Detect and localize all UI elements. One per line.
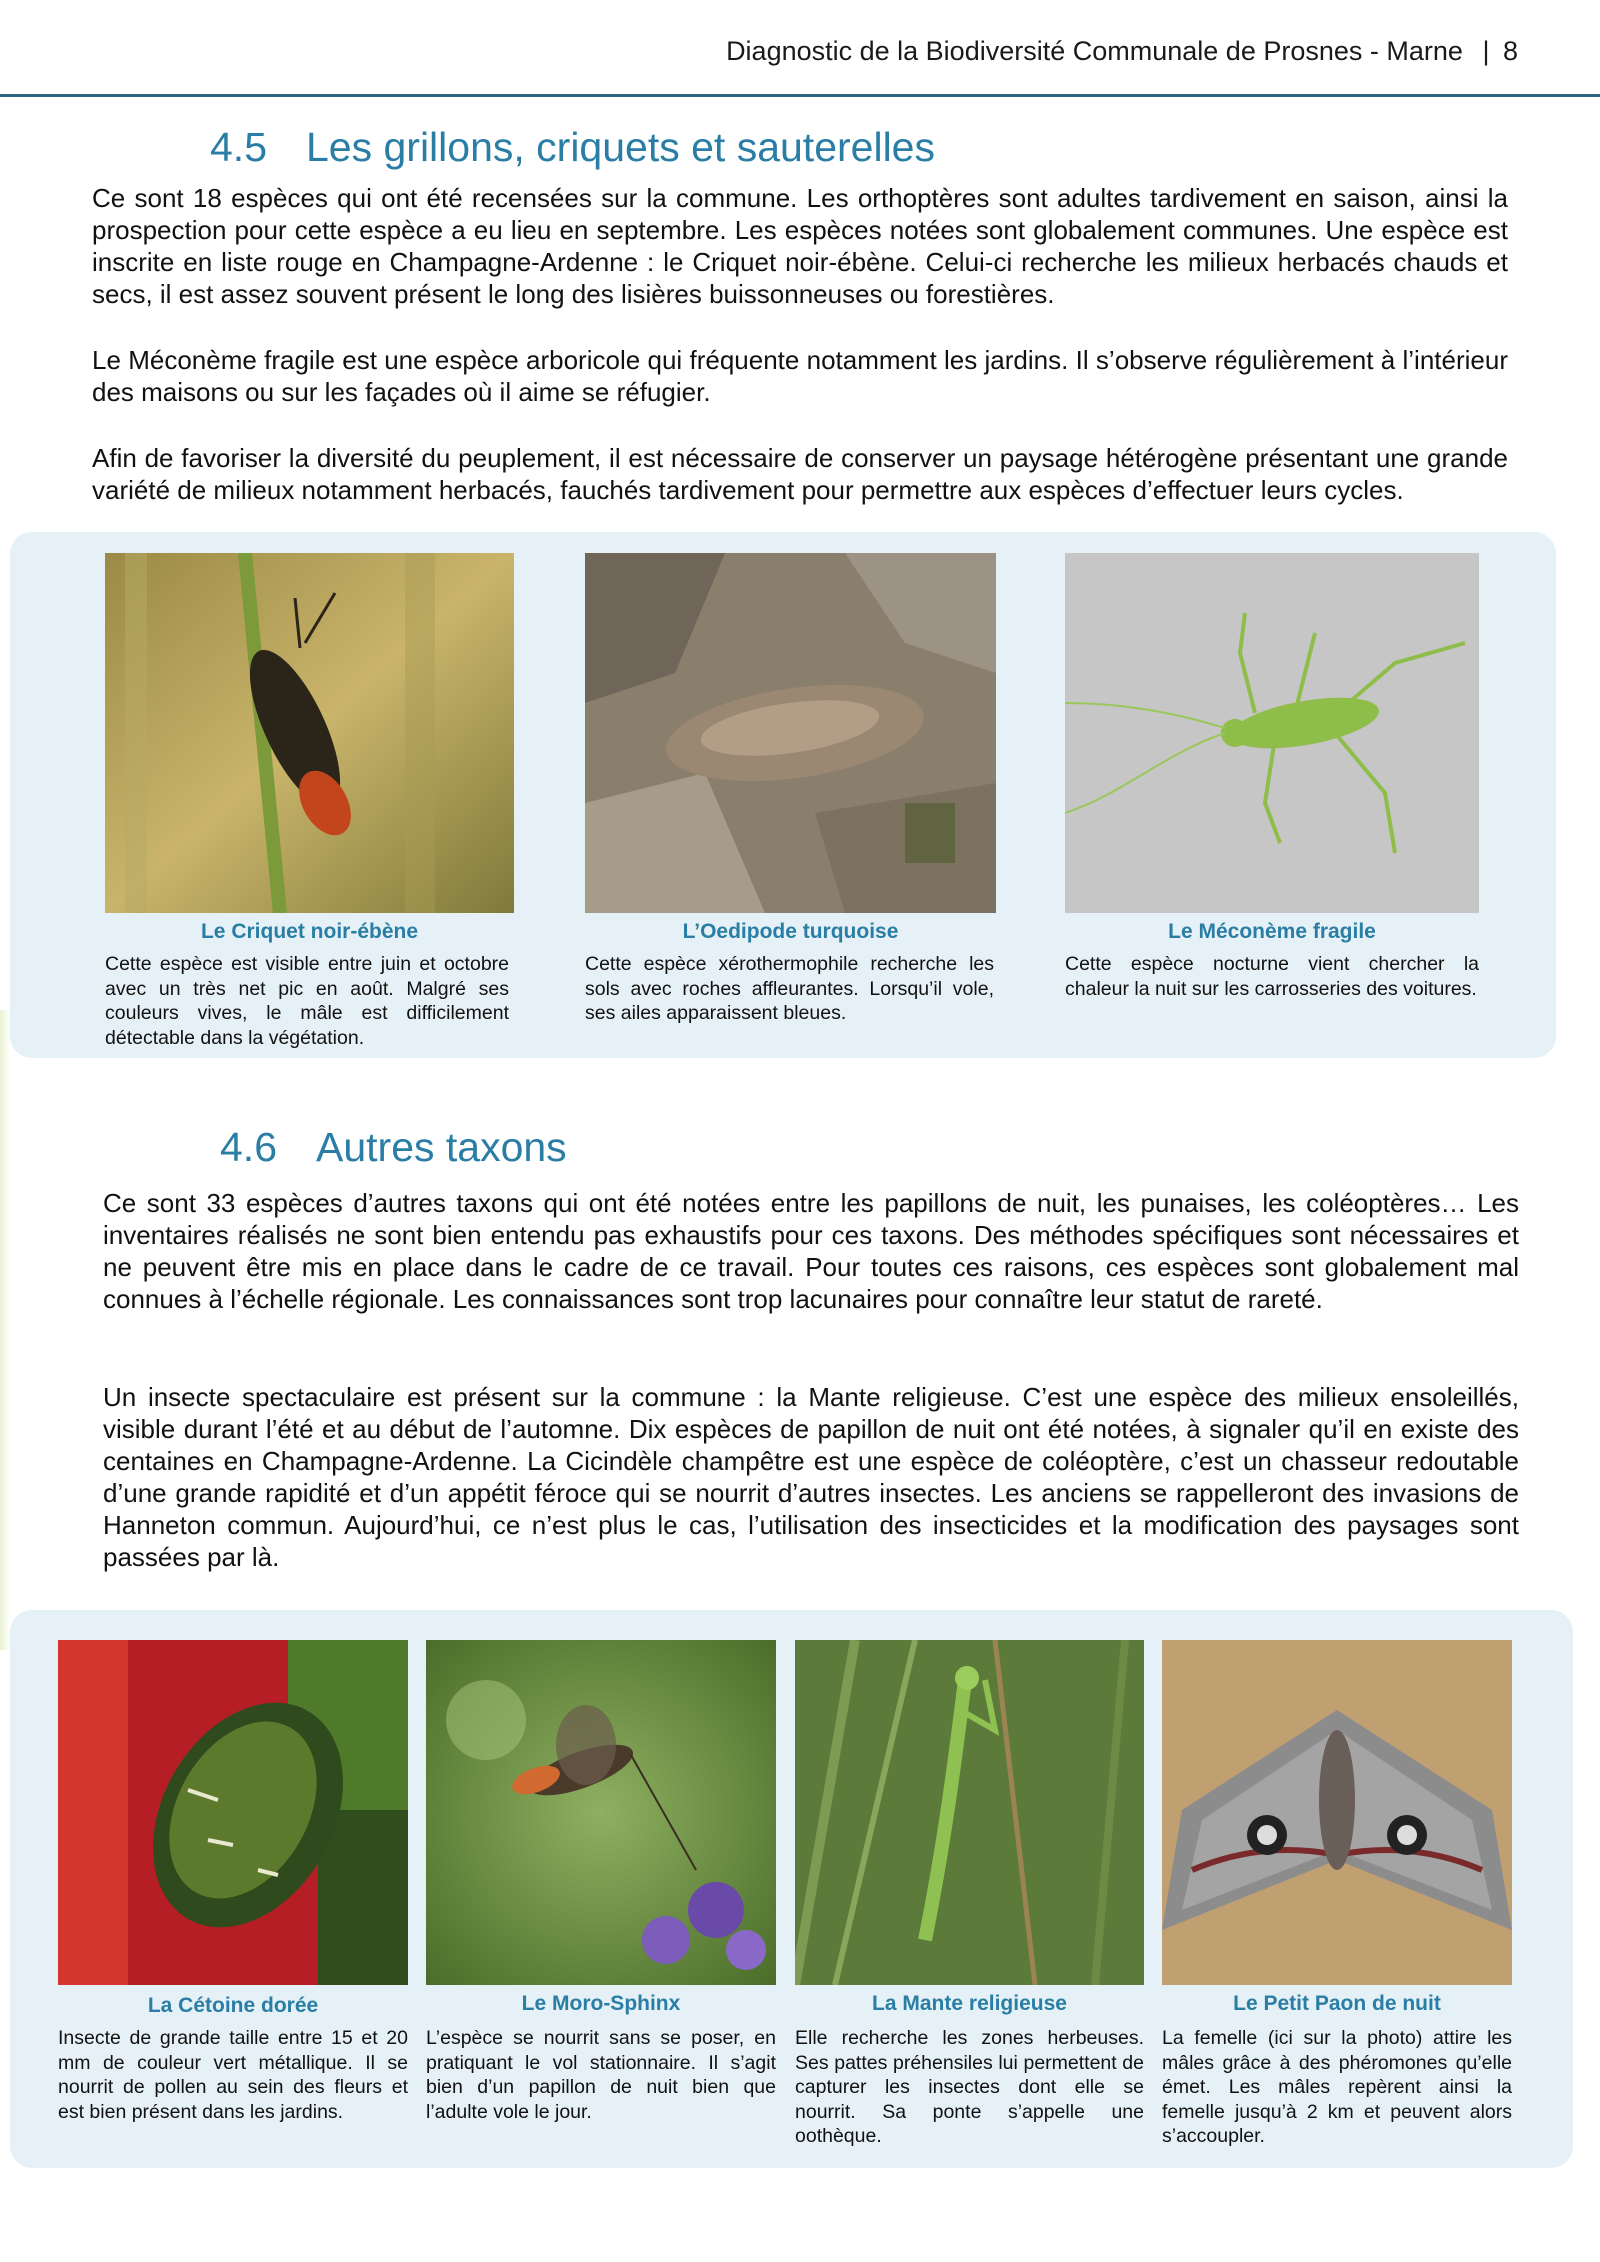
paragraph: Ce sont 18 espèces qui ont été recensées sur la commune. Les orthoptères sont adultes tardivement en saison, ainsi la prospection pour cette espèce a eu lieu en septembre. Les espèces notées sont globalement communes. Une espèce est inscrite en liste rouge en Champagne-Ardenne : le Criquet noir-ébène. Celui-ci recherche les milieux herbacés chauds et secs, il est assez souvent présent le long des lisières buissonneuses ou forestières. bbox=[92, 183, 1508, 309]
photo-petit-paon-de-nuit bbox=[1162, 1640, 1512, 1985]
section-heading-4-6 bbox=[220, 1124, 567, 1171]
mantis-photo-icon bbox=[795, 1640, 1144, 1985]
grasshopper-on-rocks-photo-icon bbox=[585, 553, 996, 913]
section-heading-4-5 bbox=[210, 124, 935, 171]
section-title: Les grillons, criquets et sauterelles bbox=[306, 124, 935, 170]
photo-criquet-noir-ebene bbox=[105, 553, 514, 913]
figure-title: Le Criquet noir-ébène bbox=[200, 920, 419, 943]
figure-caption: L’espèce se nourrit sans se poser, en pratiquant le vol stationnaire. Il s’agit bien d’un papillon de nuit bien que l’adulte vole le jour. bbox=[426, 2027, 776, 2123]
figure-title: La Cétoine dorée bbox=[147, 1994, 319, 2017]
figure-title: Le Petit Paon de nuit bbox=[1233, 1992, 1441, 2015]
running-header bbox=[0, 36, 1518, 67]
figure-caption: La femelle (ici sur la photo) attire les mâles grâce à des phéromones qu’elle émet. Les mâles repèrent ainsi la femelle jusqu’à 2 km et peuvent alors s’accoupler. bbox=[1162, 2027, 1512, 2147]
hawk-moth-photo-icon bbox=[426, 1640, 776, 1985]
figure-caption: Cette espèce est visible entre juin et octobre avec un très net pic en août. Malgré ses couleurs vives, le mâle est difficilement détectable dans la végétation. bbox=[105, 953, 509, 1049]
photo-mante-religieuse bbox=[795, 1640, 1144, 1985]
header-separator: | bbox=[1482, 36, 1490, 66]
figure-caption: Cette espèce nocturne vient chercher la chaleur la nuit sur les carrosseries des voitures. bbox=[1065, 953, 1479, 1000]
photo-meconeme-fragile bbox=[1065, 553, 1479, 913]
page-number: 8 bbox=[1502, 36, 1518, 66]
paragraph: Afin de favoriser la diversité du peuplement, il est nécessaire de conserver un paysage hétérogène présentant une grande variété de milieux notamment herbacés, fauchés tardivement pour permettre aux espèces d’effectuer leurs cycles. bbox=[92, 443, 1508, 505]
photo-cetoine-doree bbox=[58, 1640, 408, 1985]
figure-title: Le Moro-Sphinx bbox=[521, 1992, 681, 2015]
katydid-photo-icon bbox=[1065, 553, 1479, 913]
paragraph: Ce sont 33 espèces d’autres taxons qui ont été notées entre les papillons de nuit, les punaises, les coléoptères… Les inventaires réalisés ne sont bien entendu pas exhaustifs pour ces taxons. Des méthodes spécifiques sont nécessaires et ne peuvent être mis en place dans le cadre de ce travail. Pour toutes ces raisons, ces espèces sont globalement mal connues à l’échelle régionale. Les connaissances sont trop lacunaires pour connaître leur statut de rareté. bbox=[103, 1188, 1519, 1314]
section-number: 4.5 bbox=[210, 124, 267, 170]
paragraph: Un insecte spectaculaire est présent sur la commune : la Mante religieuse. C’est une espèce des milieux ensoleillés, visible durant l’été et au début de l’automne. Dix espèces de papillon de nuit ont été notées, à signaler qu’il en existe des centaines en Champagne-Ardenne. La Cicindèle champêtre est une espèce de coléoptère, c’est un chasseur redoutable d’une grande rapidité et d’un appétit féroce qui se nourrit d’autres insectes. Les anciens se rappelleront des invasions de Hanneton commun. Aujourd’hui, ce n’est plus le cas, l’utilisation des insecticides et la modification des paysages sont passées par là. bbox=[103, 1382, 1519, 1572]
figure-caption: Cette espèce xérothermophile recherche les sols avec roches affleurantes. Lorsqu’il vole, ses ailes apparaissent bleues. bbox=[585, 953, 994, 1024]
grasshopper-photo-icon bbox=[105, 553, 514, 913]
margin-decoration bbox=[0, 1010, 10, 1650]
figure-title: L’Oedipode turquoise bbox=[682, 920, 899, 943]
document-title: Diagnostic de la Biodiversité Communale de Prosnes - Marne bbox=[726, 36, 1463, 66]
header-rule bbox=[0, 94, 1600, 97]
figure-title: Le Méconème fragile bbox=[1168, 920, 1376, 943]
section-number: 4.6 bbox=[220, 1124, 277, 1170]
figure-caption: Insecte de grande taille entre 15 et 20 mm de couleur vert métallique. Il se nourrit de pollen au sein des fleurs et est bien présent dans les jardins. bbox=[58, 2027, 408, 2123]
figure-caption: Elle recherche les zones herbeuses. Ses pattes préhensiles lui permettent de capturer les insectes dont elle se nourrit. Sa ponte s’appelle une oothèque. bbox=[795, 2027, 1144, 2147]
beetle-photo-icon bbox=[58, 1640, 408, 1985]
figure-title: La Mante religieuse bbox=[872, 1992, 1067, 2015]
section-title: Autres taxons bbox=[316, 1124, 567, 1170]
emperor-moth-photo-icon bbox=[1162, 1640, 1512, 1985]
paragraph: Le Méconème fragile est une espèce arboricole qui fréquente notamment les jardins. Il s’observe régulièrement à l’intérieur des maisons ou sur les façades où il aime se réfugier. bbox=[92, 345, 1508, 407]
photo-moro-sphinx bbox=[426, 1640, 776, 1985]
photo-oedipode-turquoise bbox=[585, 553, 996, 913]
